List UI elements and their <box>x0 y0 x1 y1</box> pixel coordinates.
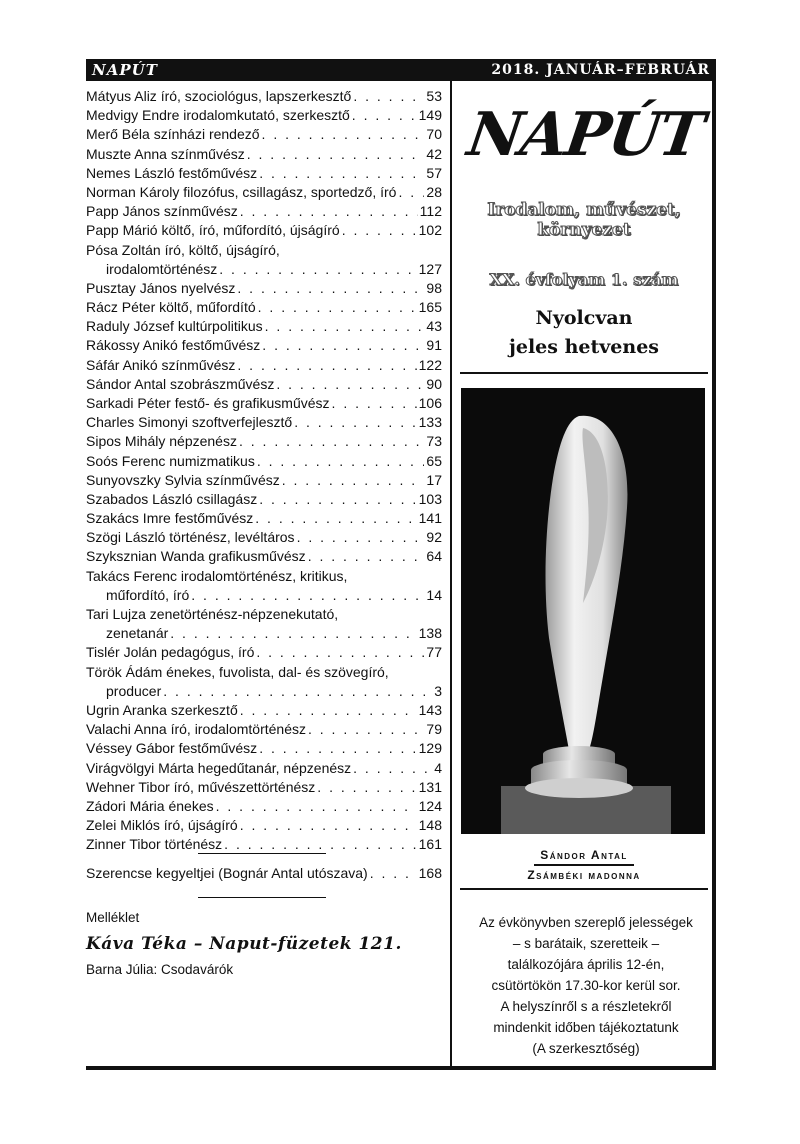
index-entry <box>86 452 442 471</box>
notice-line: mindenkit időben tájékoztatunk <box>493 1020 679 1035</box>
separator-line <box>198 897 326 898</box>
index-entry-name: Soós Ferenc numizmatikus <box>86 452 255 469</box>
index-entry <box>86 643 442 662</box>
index-entry-name: Norman Károly filozófus, csillagász, sportedző, író <box>86 183 397 200</box>
index-entry-name: Sándor Antal szobrászművész <box>86 375 275 392</box>
index-entry-page: 138 <box>418 625 442 642</box>
index-entry-page: 106 <box>418 394 442 411</box>
notice-line: csütörtökön 17.30-kor kerül sor. <box>491 978 681 993</box>
index-entry-name: Szyksznian Wanda grafikusművész <box>86 548 306 565</box>
index-entry-page: 122 <box>418 356 442 373</box>
masthead-logo: NAPÚT <box>463 100 707 170</box>
index-entry-page: 43 <box>426 318 442 335</box>
index-entry <box>86 816 442 835</box>
caption-artist: Sándor Antal <box>534 846 634 866</box>
index-entry-page: 92 <box>426 529 442 546</box>
index-entry-name: Sarkadi Péter festő- és grafikusművész <box>86 394 330 411</box>
rule-line <box>460 372 708 374</box>
index-entry <box>86 279 442 298</box>
separator-line <box>198 853 326 854</box>
index-entry-page: 79 <box>426 721 442 738</box>
bottom-border <box>86 1066 716 1070</box>
index-entry <box>86 759 442 778</box>
index-entry <box>86 682 442 701</box>
index-entry-page: 124 <box>418 797 442 814</box>
index-entry-name: műfordító, író <box>106 586 190 603</box>
notice-line: találkozójára április 12-én, <box>507 957 665 972</box>
index-entry-page: 57 <box>426 164 442 181</box>
header-bar <box>86 59 716 81</box>
index-entry <box>86 87 442 106</box>
index-entry-name: producer <box>106 682 162 699</box>
headline-line-2: jeles hetvenes <box>509 336 659 358</box>
index-entry-name: Sáfár Anikó színművész <box>86 356 236 373</box>
index-entry <box>86 183 442 202</box>
index-entry <box>86 336 442 355</box>
index-entry-name: Véssey Gábor festőművész <box>86 740 258 757</box>
index-entry-name: Pusztay János nyelvész <box>86 279 236 296</box>
index-entry-page: 64 <box>426 548 442 565</box>
index-entry-name: Szögi László történész, levéltáros <box>86 529 295 546</box>
index-entry-page: 149 <box>418 107 442 124</box>
index-entry <box>86 164 442 183</box>
notice-line: Az évkönyvben szereplő jelességek <box>479 915 693 930</box>
index-entry <box>86 624 442 643</box>
index-entry-name: Valachi Anna író, irodalomtörténész <box>86 721 306 738</box>
index-entry-page: 14 <box>426 586 442 603</box>
index-entry-page: 4 <box>434 759 442 776</box>
index-entry-name: Charles Simonyi szoftverfejlesztő <box>86 414 293 431</box>
index-entry-name: Zádori Mária énekes <box>86 797 214 814</box>
index-entry-name: Sunyovszky Sylvia színművész <box>86 471 280 488</box>
index-entry <box>86 298 442 317</box>
index-entry-page: 133 <box>418 414 442 431</box>
index-entry-name: Rákossy Anikó festőművész <box>86 337 261 354</box>
header-brand: NAPÚT <box>92 61 158 79</box>
index-entry <box>86 260 442 279</box>
index-entry <box>86 490 442 509</box>
index-entry-first-line: Pósa Zoltán író, költő, újságíró, <box>86 241 280 258</box>
index-entry-name: irodalomtörténész <box>106 260 218 277</box>
index-entry-name: Rácz Péter költő, műfordító <box>86 299 256 316</box>
index-entry-name: zenetanár <box>106 625 169 642</box>
index-entry-name: Szakács Imre festőművész <box>86 510 254 527</box>
index-entry-name: Sipos Mihály népzenész <box>86 433 237 450</box>
rule-line <box>460 888 708 890</box>
closing-name: Szerencse kegyeltjei (Bognár Antal utószava) <box>86 864 368 881</box>
index-entry-page: 73 <box>426 433 442 450</box>
index-entry-page: 98 <box>426 279 442 296</box>
index-entry <box>86 202 442 221</box>
index-entry <box>86 106 442 125</box>
index-entry <box>86 375 442 394</box>
index-entry <box>86 125 442 144</box>
index-entry-name: Papp Márió költő, író, műfordító, újságíró <box>86 222 340 239</box>
caption-title: Zsámbéki madonna <box>527 868 641 882</box>
index-entry-name: Medvigy Endre irodalomkutató, szerkesztő <box>86 107 350 124</box>
index-entry-name: Mátyus Aliz író, szociológus, lapszerkesztő <box>86 87 352 104</box>
index-entry-page: 112 <box>419 203 442 220</box>
index-entry-page: 65 <box>426 452 442 469</box>
supplement-title: Káva Téka – Naput-füzetek 121. <box>86 934 402 954</box>
index-entry-name: Virágvölgyi Márta hegedűtanár, népzenész <box>86 759 352 776</box>
issue-headline <box>456 304 712 362</box>
index-entry <box>86 835 442 854</box>
index-entry <box>86 548 442 567</box>
index-entry <box>86 739 442 758</box>
index-entry <box>86 509 442 528</box>
index-entry-name: Tislér Jolán pedagógus, író <box>86 644 255 661</box>
index-entry-name: Muszte Anna színművész <box>86 145 245 162</box>
index-entry-name: Papp János színművész <box>86 203 238 220</box>
index-entry-page: 3 <box>434 682 442 699</box>
masthead-volume: XX. évfolyam 1. szám <box>489 270 679 289</box>
index-entry-page: 143 <box>418 701 442 718</box>
index-entry-name: Raduly József kultúrpolitikus <box>86 318 263 335</box>
index-entry-page: 148 <box>418 817 442 834</box>
notice-line: A helyszínről s a részletekről <box>500 999 672 1014</box>
index-entry-page: 91 <box>426 337 442 354</box>
index-entry-name: Szabados László csillagász <box>86 490 258 507</box>
index-entry <box>86 394 442 413</box>
index-entry-first-line: Tari Lujza zenetörténész-népzenekutató, <box>86 606 339 623</box>
index-entry-name: Nemes László festőművész <box>86 164 258 181</box>
index-entry-page: 70 <box>426 126 442 143</box>
index-entry-page: 77 <box>426 644 442 661</box>
closing-page: 168 <box>418 864 442 881</box>
index-entry <box>86 145 442 164</box>
index-entry-name: Wehner Tibor író, művészettörténész <box>86 778 316 795</box>
index-entry-first-line: Török Ádám énekes, fuvolista, dal- és szövegíró, <box>86 663 389 680</box>
headline-line-1: Nyolcvan <box>535 307 633 329</box>
index-entry-page: 53 <box>426 87 442 104</box>
index-entry-page: 129 <box>418 740 442 757</box>
index-entry-page: 165 <box>418 299 442 316</box>
column-divider <box>450 81 452 1070</box>
index-entry <box>86 471 442 490</box>
index-entry-name: Zelei Miklós író, újságíró <box>86 817 238 834</box>
index-entry <box>86 528 442 547</box>
index-entry <box>86 317 442 336</box>
notice-line: (A szerkesztőség) <box>532 1041 640 1056</box>
index-entry <box>86 356 442 375</box>
index-entry <box>86 720 442 739</box>
index-entry-page: 127 <box>418 260 442 277</box>
supplement-subtitle: Barna Júlia: Csodavárók <box>86 962 234 977</box>
index-entry-page: 141 <box>418 510 442 527</box>
header-date: 2018. JANUÁR–FEBRUÁR <box>491 62 710 78</box>
index-entry <box>86 797 442 816</box>
index-entry-page: 90 <box>426 375 442 392</box>
supplement-label: Melléklet <box>86 910 140 925</box>
closing-entry <box>86 864 442 883</box>
event-notice <box>460 912 712 1059</box>
index-entry-page: 102 <box>418 222 442 239</box>
index-entry-first-line: Takács Ferenc irodalomtörténész, kritikus, <box>86 567 348 584</box>
index-entry-page: 103 <box>418 490 442 507</box>
index-entry-page: 161 <box>418 836 442 853</box>
index-entry <box>86 221 442 240</box>
index-entry <box>86 701 442 720</box>
index-entry-name: Ugrin Aranka szerkesztő <box>86 701 238 718</box>
masthead-tagline: Irodalom, művészet, környezet <box>487 200 681 240</box>
index-entry-page: 131 <box>418 778 442 795</box>
index-entry <box>86 432 442 451</box>
index-entry-page: 28 <box>426 183 442 200</box>
index-entry-page: 42 <box>426 145 442 162</box>
name-index <box>86 87 442 855</box>
right-border <box>712 81 716 1070</box>
sculpture-photo <box>461 388 705 834</box>
index-entry <box>86 413 442 432</box>
index-entry-name: Merő Béla színházi rendező <box>86 126 260 143</box>
index-entry-page: 17 <box>426 471 442 488</box>
photo-caption <box>456 846 712 884</box>
index-entry <box>86 586 442 605</box>
index-entry-name: Zinner Tibor történész <box>86 836 223 853</box>
notice-line: – s barátaik, szeretteik – <box>512 936 660 951</box>
index-entry <box>86 778 442 797</box>
